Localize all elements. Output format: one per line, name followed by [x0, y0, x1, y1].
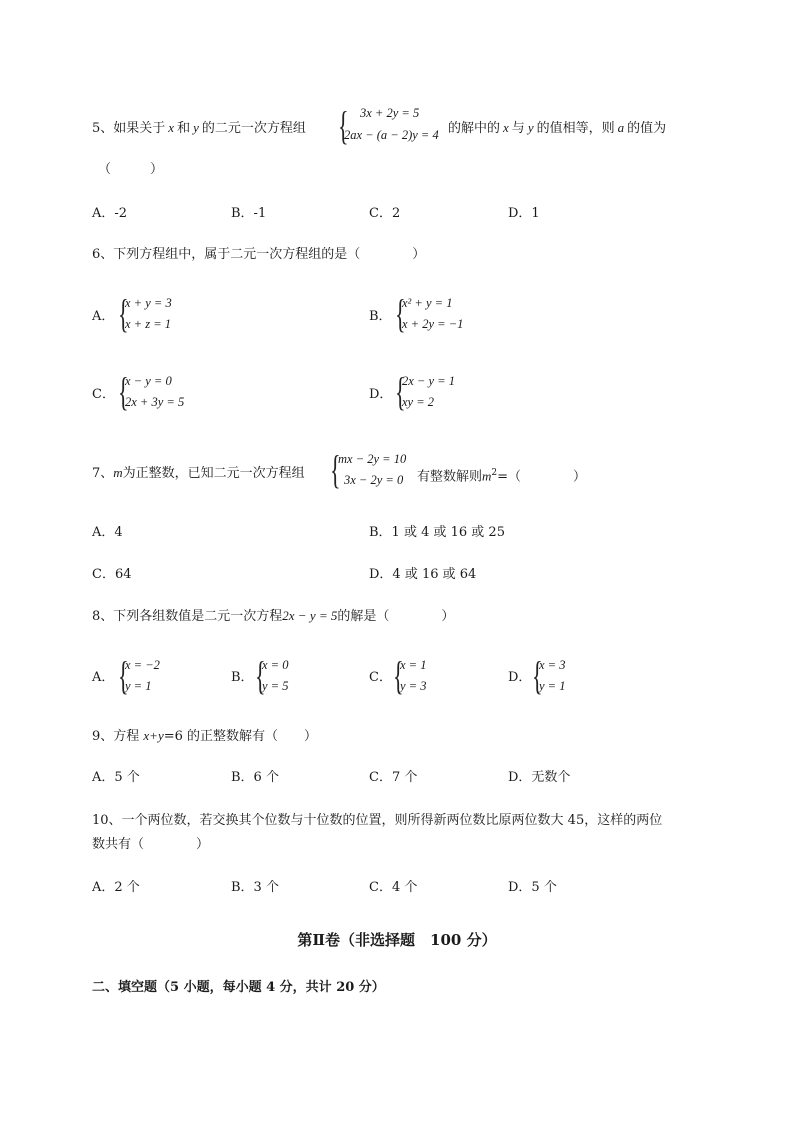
q7-option-b[interactable]: B．1 或 4 或 16 或 25	[369, 525, 505, 540]
q8-b-label: B．	[231, 670, 254, 685]
q7-equation-system	[330, 447, 420, 496]
q8-b-brace: {	[255, 653, 266, 698]
q8-a-eq1: x = −2	[125, 658, 160, 672]
q7-brace: {	[330, 447, 341, 492]
q5-option-b[interactable]: B．-1	[231, 206, 267, 221]
q6-d-eq2: xy = 2	[402, 395, 435, 409]
q5-var-y2: y	[527, 120, 534, 135]
q5-text-a: 如果关于	[113, 121, 166, 136]
q8-option-a[interactable]	[92, 653, 212, 702]
q5-option-d[interactable]: D．1	[508, 206, 540, 221]
q5-text-c: 的二元一次方程组	[201, 121, 306, 136]
q5-var-x2: x	[503, 120, 509, 135]
q8-c-eq1: x = 1	[400, 658, 427, 672]
q7-stem-line	[92, 463, 305, 484]
q7-number: 7、	[92, 466, 114, 481]
q7-option-c[interactable]: C．64	[92, 567, 132, 582]
q8-stem-b: 的解是（ ）	[337, 609, 455, 624]
q5-paren: （ ）	[98, 162, 164, 177]
q10-stem-line2: 数共有（ ）	[92, 837, 210, 852]
q7-text-c: =（ ）	[497, 469, 587, 485]
q5-text-f: 的值相等，则	[536, 121, 615, 136]
q5-eq2: 2ax − (a − 2)y = 4	[344, 128, 439, 142]
q6-d-eq1: 2x − y = 1	[402, 374, 455, 388]
q5-stem-tail	[448, 118, 666, 139]
q5-var-x: x	[168, 120, 175, 135]
q10-stem-line1: 10、一个两位数，若交换其个位数与十位数的位置，则所得新两位数比原两位数大 45，这样的两位	[92, 813, 663, 828]
q5-option-c[interactable]: C．2	[369, 206, 401, 221]
q5-stem-line	[92, 118, 306, 139]
q6-c-label: C．	[92, 387, 115, 402]
section-subtitle: 二、填空题（5 小题，每小题 4 分，共计 20 分）	[92, 980, 385, 995]
q8-d-eq1: x = 3	[539, 658, 566, 672]
q5-number: 5、	[92, 121, 114, 136]
q6-a-brace: {	[118, 291, 129, 336]
q5-var-a: a	[617, 120, 625, 135]
q6-d-label: D．	[369, 387, 393, 402]
q8-d-label: D．	[508, 670, 532, 685]
q7-option-d[interactable]: D．4 或 16 或 64	[369, 567, 477, 582]
q7-eq2: 3x − 2y = 0	[344, 473, 404, 487]
q9-option-c[interactable]: C．7 个	[369, 770, 418, 785]
q8-d-brace: {	[532, 653, 543, 698]
q9-option-b[interactable]: B．6 个	[231, 770, 279, 785]
q10-option-b[interactable]: B．3 个	[231, 880, 279, 895]
q10-option-d[interactable]: D．5 个	[508, 880, 557, 895]
q6-option-c[interactable]	[92, 369, 292, 418]
q8-d-eq2: y = 1	[539, 679, 566, 693]
q8-equation: 2x − y = 5	[282, 608, 338, 623]
q6-c-eq1: x − y = 0	[125, 374, 172, 388]
q6-d-brace: {	[395, 369, 406, 414]
q5-text-d: 的解中的	[448, 121, 501, 136]
q6-option-a[interactable]	[92, 291, 292, 340]
q9-option-a[interactable]: A．5 个	[92, 770, 140, 785]
q8-b-eq2: y = 5	[262, 679, 289, 693]
q8-c-eq2: y = 3	[400, 679, 427, 693]
q7-stem-tail	[417, 463, 586, 487]
q7-sup: 2	[491, 468, 498, 478]
section-title: 第Ⅱ卷（非选择题 100 分）	[297, 931, 497, 949]
q6-option-b[interactable]	[369, 291, 569, 340]
q6-b-label: B．	[369, 309, 392, 324]
q7-text-a: 为正整数，已知二元一次方程组	[122, 466, 305, 481]
q7-option-a[interactable]: A．4	[92, 525, 123, 540]
q5-option-a[interactable]: A．-2	[92, 206, 128, 221]
q6-stem: 6、下列方程组中，属于二元一次方程组的是（ ）	[92, 247, 426, 262]
q6-b-brace: {	[395, 291, 406, 336]
q9-stem-b: =6 的正整数解有（ ）	[163, 729, 318, 744]
q8-c-label: C．	[369, 670, 392, 685]
q9-equation: x+y	[143, 728, 164, 743]
q8-a-eq2: y = 1	[125, 679, 152, 693]
q6-c-brace: {	[118, 369, 129, 414]
q8-stem-a: 8、下列各组数值是二元一次方程	[92, 609, 283, 624]
q6-a-eq1: x + y = 3	[125, 296, 172, 310]
q7-text-b: 有整数解则	[417, 469, 483, 485]
q10-option-c[interactable]: C．4 个	[369, 880, 418, 895]
q8-stem-line	[92, 606, 454, 627]
q6-c-eq2: 2x + 3y = 5	[125, 395, 185, 409]
q5-text-b: 和	[177, 121, 191, 136]
q9-stem-line	[92, 726, 317, 747]
q8-option-d[interactable]	[508, 653, 628, 702]
q9-option-d[interactable]: D．无数个	[508, 770, 571, 785]
q8-a-label: A．	[92, 670, 115, 685]
q9-stem-a: 9、方程	[92, 729, 144, 744]
q8-option-c[interactable]	[369, 653, 489, 702]
q6-b-eq1: x² + y = 1	[402, 296, 453, 310]
q5-text-g: 的值为	[627, 121, 667, 136]
q5-eq1: 3x + 2y = 5	[360, 106, 420, 120]
q5-text-e: 与	[511, 121, 525, 136]
q10-option-a[interactable]: A．2 个	[92, 880, 140, 895]
q6-option-d[interactable]	[369, 369, 569, 418]
q5-var-y: y	[193, 120, 199, 135]
q8-a-brace: {	[118, 653, 129, 698]
q7-eq1: mx − 2y = 10	[338, 452, 407, 466]
q5-equation-system	[338, 104, 448, 150]
q5-brace: {	[338, 103, 349, 148]
q6-b-eq2: x + 2y = −1	[402, 317, 464, 331]
q8-b-eq1: x = 0	[262, 658, 289, 672]
q6-a-label: A．	[92, 309, 115, 324]
q8-option-b[interactable]	[231, 653, 351, 702]
q7-var-m2: m	[482, 468, 492, 484]
q8-c-brace: {	[393, 653, 404, 698]
q7-var-m: m	[113, 465, 123, 480]
q6-a-eq2: x + z = 1	[125, 317, 172, 331]
